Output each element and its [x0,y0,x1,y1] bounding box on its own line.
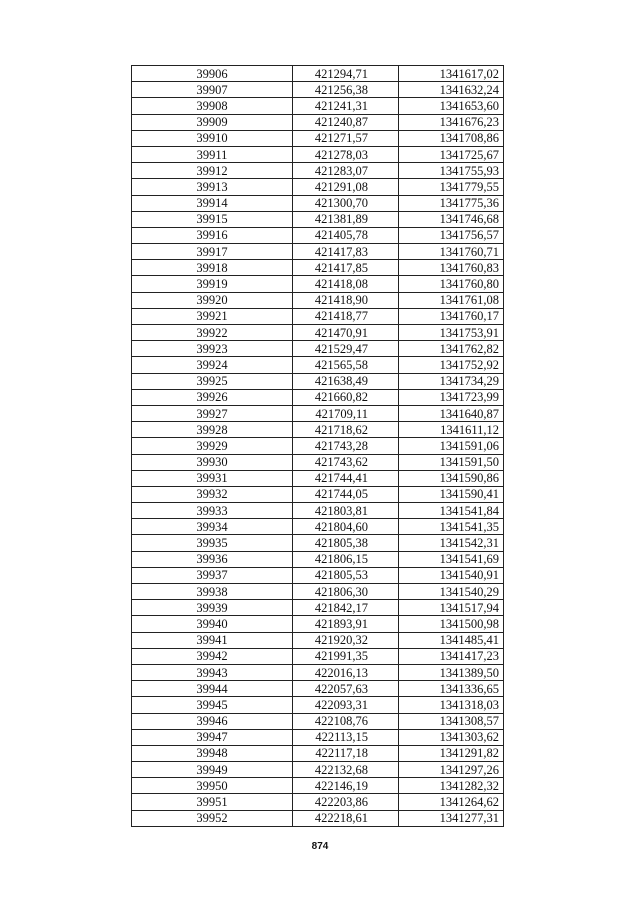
y-coordinate-cell: 1341611,12 [399,422,504,438]
x-coordinate-cell: 422218,61 [293,810,399,826]
x-coordinate-cell: 422113,15 [293,729,399,745]
y-coordinate-cell: 1341590,86 [399,470,504,486]
point-number-cell: 39919 [132,276,293,292]
point-number-cell: 39950 [132,778,293,794]
point-number-cell: 39946 [132,713,293,729]
table-row [132,778,504,794]
y-coordinate-cell: 1341308,57 [399,713,504,729]
point-number-cell: 39933 [132,503,293,519]
point-number-cell: 39921 [132,308,293,324]
point-number-cell: 39916 [132,227,293,243]
point-number-cell: 39940 [132,616,293,632]
y-coordinate-cell: 1341336,65 [399,681,504,697]
table-row [132,470,504,486]
point-number-cell: 39932 [132,486,293,502]
point-number-cell: 39924 [132,357,293,373]
point-number-cell: 39913 [132,179,293,195]
point-number-cell: 39925 [132,373,293,389]
y-coordinate-cell: 1341755,93 [399,163,504,179]
x-coordinate-cell: 421803,81 [293,503,399,519]
x-coordinate-cell: 421291,08 [293,179,399,195]
point-number-cell: 39945 [132,697,293,713]
point-number-cell: 39917 [132,244,293,260]
table-row [132,664,504,680]
point-number-cell: 39914 [132,195,293,211]
y-coordinate-cell: 1341264,62 [399,794,504,810]
y-coordinate-cell: 1341591,50 [399,454,504,470]
point-number-cell: 39930 [132,454,293,470]
table-row [132,260,504,276]
y-coordinate-cell: 1341291,82 [399,745,504,761]
y-coordinate-cell: 1341753,91 [399,325,504,341]
x-coordinate-cell: 421294,71 [293,66,399,82]
y-coordinate-cell: 1341590,41 [399,486,504,502]
point-number-cell: 39941 [132,632,293,648]
x-coordinate-cell: 421256,38 [293,82,399,98]
point-number-cell: 39949 [132,762,293,778]
y-coordinate-cell: 1341760,17 [399,308,504,324]
y-coordinate-cell: 1341676,23 [399,114,504,130]
table-row [132,227,504,243]
table-row [132,535,504,551]
table-row [132,389,504,405]
table-row [132,325,504,341]
point-number-cell: 39915 [132,211,293,227]
table-row [132,405,504,421]
point-number-cell: 39948 [132,745,293,761]
point-number-cell: 39907 [132,82,293,98]
table-row [132,373,504,389]
y-coordinate-cell: 1341752,92 [399,357,504,373]
coordinates-table [131,65,504,827]
y-coordinate-cell: 1341541,69 [399,551,504,567]
point-number-cell: 39908 [132,98,293,114]
table-row [132,195,504,211]
y-coordinate-cell: 1341485,41 [399,632,504,648]
table-row [132,762,504,778]
point-number-cell: 39922 [132,325,293,341]
y-coordinate-cell: 1341640,87 [399,405,504,421]
x-coordinate-cell: 421842,17 [293,600,399,616]
y-coordinate-cell: 1341541,84 [399,503,504,519]
point-number-cell: 39937 [132,567,293,583]
table-row [132,551,504,567]
y-coordinate-cell: 1341708,86 [399,130,504,146]
table-row [132,729,504,745]
table-row [132,146,504,162]
page-number: 874 [311,841,329,852]
x-coordinate-cell: 421300,70 [293,195,399,211]
coordinates-table-body [132,66,504,827]
x-coordinate-cell: 421418,77 [293,308,399,324]
table-row [132,486,504,502]
x-coordinate-cell: 421806,30 [293,584,399,600]
table-row [132,211,504,227]
y-coordinate-cell: 1341746,68 [399,211,504,227]
point-number-cell: 39928 [132,422,293,438]
x-coordinate-cell: 422108,76 [293,713,399,729]
point-number-cell: 39927 [132,405,293,421]
y-coordinate-cell: 1341303,62 [399,729,504,745]
point-number-cell: 39906 [132,66,293,82]
x-coordinate-cell: 422093,31 [293,697,399,713]
x-coordinate-cell: 421529,47 [293,341,399,357]
table-row [132,276,504,292]
table-row [132,163,504,179]
point-number-cell: 39926 [132,389,293,405]
table-row [132,244,504,260]
y-coordinate-cell: 1341653,60 [399,98,504,114]
x-coordinate-cell: 421241,31 [293,98,399,114]
table-row [132,454,504,470]
x-coordinate-cell: 421418,90 [293,292,399,308]
x-coordinate-cell: 421709,11 [293,405,399,421]
point-number-cell: 39911 [132,146,293,162]
point-number-cell: 39910 [132,130,293,146]
y-coordinate-cell: 1341725,67 [399,146,504,162]
table-row [132,422,504,438]
y-coordinate-cell: 1341775,36 [399,195,504,211]
y-coordinate-cell: 1341500,98 [399,616,504,632]
y-coordinate-cell: 1341282,32 [399,778,504,794]
x-coordinate-cell: 421744,41 [293,470,399,486]
y-coordinate-cell: 1341318,03 [399,697,504,713]
x-coordinate-cell: 422203,86 [293,794,399,810]
point-number-cell: 39942 [132,648,293,664]
table-row [132,713,504,729]
table-row [132,584,504,600]
x-coordinate-cell: 421804,60 [293,519,399,535]
y-coordinate-cell: 1341779,55 [399,179,504,195]
y-coordinate-cell: 1341517,94 [399,600,504,616]
table-row [132,341,504,357]
x-coordinate-cell: 421991,35 [293,648,399,664]
x-coordinate-cell: 421660,82 [293,389,399,405]
table-row [132,600,504,616]
x-coordinate-cell: 421638,49 [293,373,399,389]
y-coordinate-cell: 1341297,26 [399,762,504,778]
x-coordinate-cell: 422146,19 [293,778,399,794]
y-coordinate-cell: 1341542,31 [399,535,504,551]
y-coordinate-cell: 1341617,02 [399,66,504,82]
point-number-cell: 39952 [132,810,293,826]
x-coordinate-cell: 421565,58 [293,357,399,373]
x-coordinate-cell: 421271,57 [293,130,399,146]
table-row [132,632,504,648]
y-coordinate-cell: 1341417,23 [399,648,504,664]
x-coordinate-cell: 421417,85 [293,260,399,276]
table-row [132,745,504,761]
y-coordinate-cell: 1341761,08 [399,292,504,308]
y-coordinate-cell: 1341734,29 [399,373,504,389]
point-number-cell: 39912 [132,163,293,179]
point-number-cell: 39943 [132,664,293,680]
x-coordinate-cell: 422132,68 [293,762,399,778]
x-coordinate-cell: 422117,18 [293,745,399,761]
point-number-cell: 39936 [132,551,293,567]
x-coordinate-cell: 421283,07 [293,163,399,179]
point-number-cell: 39909 [132,114,293,130]
table-row [132,567,504,583]
table-row [132,292,504,308]
y-coordinate-cell: 1341541,35 [399,519,504,535]
y-coordinate-cell: 1341723,99 [399,389,504,405]
table-row [132,66,504,82]
point-number-cell: 39947 [132,729,293,745]
y-coordinate-cell: 1341762,82 [399,341,504,357]
y-coordinate-cell: 1341591,06 [399,438,504,454]
point-number-cell: 39939 [132,600,293,616]
point-number-cell: 39918 [132,260,293,276]
point-number-cell: 39931 [132,470,293,486]
x-coordinate-cell: 422016,13 [293,664,399,680]
table-row [132,519,504,535]
point-number-cell: 39951 [132,794,293,810]
x-coordinate-cell: 421744,05 [293,486,399,502]
table-row [132,648,504,664]
x-coordinate-cell: 421718,62 [293,422,399,438]
table-row [132,130,504,146]
point-number-cell: 39938 [132,584,293,600]
x-coordinate-cell: 421743,62 [293,454,399,470]
y-coordinate-cell: 1341277,31 [399,810,504,826]
table-row [132,179,504,195]
x-coordinate-cell: 421405,78 [293,227,399,243]
point-number-cell: 39944 [132,681,293,697]
table-row [132,82,504,98]
x-coordinate-cell: 422057,63 [293,681,399,697]
table-row [132,98,504,114]
table-row [132,308,504,324]
point-number-cell: 39920 [132,292,293,308]
point-number-cell: 39934 [132,519,293,535]
point-number-cell: 39923 [132,341,293,357]
table-row [132,357,504,373]
x-coordinate-cell: 421920,32 [293,632,399,648]
x-coordinate-cell: 421278,03 [293,146,399,162]
table-row [132,697,504,713]
x-coordinate-cell: 421805,53 [293,567,399,583]
x-coordinate-cell: 421893,91 [293,616,399,632]
y-coordinate-cell: 1341760,83 [399,260,504,276]
y-coordinate-cell: 1341756,57 [399,227,504,243]
table-row [132,810,504,826]
x-coordinate-cell: 421806,15 [293,551,399,567]
x-coordinate-cell: 421417,83 [293,244,399,260]
y-coordinate-cell: 1341540,29 [399,584,504,600]
x-coordinate-cell: 421743,28 [293,438,399,454]
y-coordinate-cell: 1341540,91 [399,567,504,583]
point-number-cell: 39935 [132,535,293,551]
table-row [132,681,504,697]
x-coordinate-cell: 421805,38 [293,535,399,551]
y-coordinate-cell: 1341632,24 [399,82,504,98]
y-coordinate-cell: 1341760,71 [399,244,504,260]
x-coordinate-cell: 421381,89 [293,211,399,227]
table-row [132,114,504,130]
table-row [132,616,504,632]
x-coordinate-cell: 421418,08 [293,276,399,292]
point-number-cell: 39929 [132,438,293,454]
x-coordinate-cell: 421240,87 [293,114,399,130]
y-coordinate-cell: 1341760,80 [399,276,504,292]
table-row [132,438,504,454]
table-row [132,794,504,810]
x-coordinate-cell: 421470,91 [293,325,399,341]
y-coordinate-cell: 1341389,50 [399,664,504,680]
table-row [132,503,504,519]
